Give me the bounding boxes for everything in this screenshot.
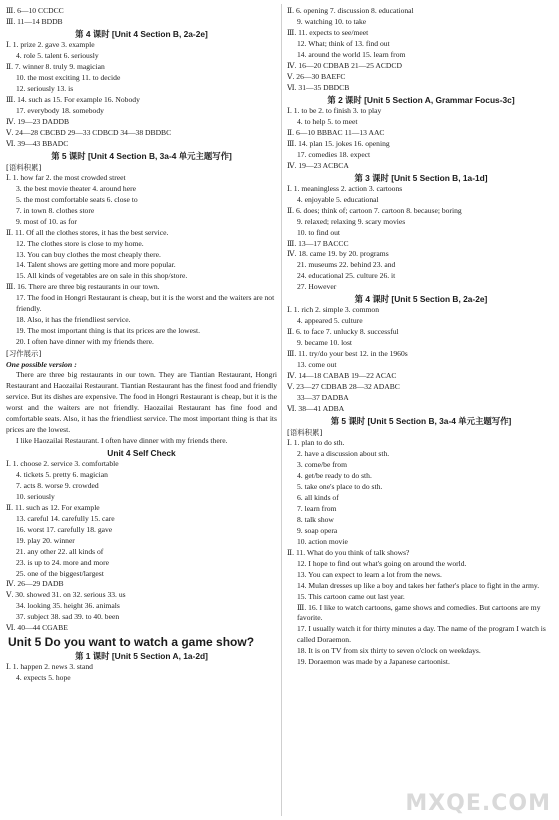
- answer-line: 19. play 20. winner: [16, 535, 75, 545]
- answer-line: Ⅲ. 16. There are three big restaurants in our town.: [6, 282, 160, 292]
- answer-line: 21. any other 22. all kinds of: [16, 546, 104, 556]
- answer-line: 16. worst 17. carefully 18. gave: [16, 524, 113, 534]
- answer-line: 4. enjoyable 5. educational: [297, 194, 379, 204]
- answer-line: 10. seriously: [16, 491, 55, 501]
- lesson-heading: 第 4 课时 [Unit 5 Section B, 2a-2e]: [354, 294, 488, 305]
- answer-line: 4. get/be ready to do sth.: [297, 471, 372, 481]
- lesson-heading: 第 5 课时 [Unit 4 Section B, 3a-4 单元主题写作]: [51, 150, 232, 161]
- watermark-logo: [405, 770, 553, 816]
- answer-line: 2. have a discussion about sth.: [297, 449, 390, 459]
- answer-line: 25. one of the biggest/largest: [16, 568, 104, 578]
- answer-line: 17. I usually watch it for thirty minutes a day. The name of the program I watch is called Doraemon.: [297, 624, 546, 645]
- answer-line: 34. looking 35. height 36. animals: [16, 601, 120, 611]
- answer-line: 17. comedies 18. expect: [297, 149, 371, 159]
- answer-line: 13. come out: [297, 360, 337, 370]
- answer-line: 19. Doraemon was made by a Japanese cartoonist.: [297, 657, 450, 667]
- answer-line: Ⅲ. 11—14 BDDB: [6, 16, 63, 26]
- answer-line: Ⅳ. 14—18 CABAB 19—22 ACAC: [287, 371, 397, 381]
- section-label: [语料积累]: [6, 162, 42, 172]
- column-divider: [281, 4, 282, 816]
- answer-line: 13. You can expect to learn a lot from the news.: [297, 569, 442, 579]
- answer-line: Ⅵ. 31—35 DBDCB: [287, 82, 350, 92]
- answer-line: Ⅲ. 16. I like to watch cartoons, game shows and comedies. But cartoons are my favorite.: [297, 602, 541, 623]
- answer-line: Ⅳ. 19—23 DADDB: [6, 116, 70, 126]
- answer-line: 4. tickets 5. pretty 6. magician: [16, 469, 108, 479]
- answer-line: Ⅰ. 1. how far 2. the most crowded street: [6, 172, 126, 182]
- left-column: [6, 6, 277, 684]
- answer-line: Ⅲ. 11. try/do your best 12. in the 1960s: [287, 349, 408, 359]
- answer-line: 21. museums 22. behind 23. and: [297, 260, 396, 270]
- answer-line: Ⅴ. 24—28 CBCBD 29—33 CDBCD 34—38 DBDBC: [6, 127, 172, 137]
- lesson-heading: Unit 4 Self Check: [107, 447, 176, 458]
- answer-line: 12. The clothes store is close to my home.: [16, 238, 144, 248]
- answer-line: Ⅰ. 1. prize 2. gave 3. example: [6, 40, 95, 50]
- answer-line: Ⅲ. 14. such as 15. For example 16. Nobody: [6, 94, 140, 104]
- answer-line: 7. learn from: [297, 503, 337, 513]
- answer-line: Ⅰ. 1. to be 2. to finish 3. to play: [287, 105, 382, 115]
- answer-line: Ⅰ. 1. meaningless 2. action 3. cartoons: [287, 183, 403, 193]
- answer-line: Ⅳ. 16—20 CDBAB 21—25 ACDCD: [287, 60, 402, 70]
- answer-line: Ⅵ. 38—41 ADBA: [287, 404, 345, 414]
- answer-line: 12. seriously 13. is: [16, 83, 74, 93]
- answer-line: 15. This cartoon came out last year.: [297, 591, 405, 601]
- answer-line: Ⅱ. 6. opening 7. discussion 8. educational: [287, 6, 414, 15]
- answer-line: Ⅳ. 19—23 ACBCA: [287, 160, 349, 170]
- answer-line: 4. appeared 5. culture: [297, 316, 363, 326]
- answer-line: 10. the most exciting 11. to decide: [16, 72, 121, 82]
- answer-line: 7. in town 8. clothes store: [16, 205, 95, 215]
- answer-line: 18. Also, it has the friendliest service.: [16, 315, 131, 325]
- answer-line: Ⅱ. 11. What do you think of talk shows?: [287, 547, 410, 557]
- answer-line: 24. educational 25. culture 26. it: [297, 271, 396, 281]
- lesson-heading: 第 4 课时 [Unit 4 Section B, 2a-2e]: [75, 28, 208, 39]
- answer-line: 5. the most comfortable seats 6. close to: [16, 194, 138, 204]
- answer-line: Ⅲ. 14. plan 15. jokes 16. opening: [287, 138, 390, 148]
- answer-line: 14. Talent shows are getting more and more popular.: [16, 260, 176, 270]
- answer-line: 4. role 5. talent 6. seriously: [16, 51, 99, 61]
- answer-line: 4. expects 5. hope: [16, 673, 71, 683]
- answer-line: Ⅲ. 11. expects to see/meet: [287, 27, 369, 37]
- answer-line: 17. The food in Hongri Restaurant is cheap, but it is the worst and the waiters are not friendly.: [16, 293, 275, 314]
- answer-line: 9. watching 10. to take: [297, 16, 367, 26]
- answer-line: 27. However: [297, 282, 337, 292]
- answer-line: 20. I often have dinner with my friends there.: [16, 337, 154, 347]
- answer-line: Ⅳ. 18. came 19. by 20. programs: [287, 249, 389, 259]
- answer-line: Ⅵ. 39—43 BBADC: [6, 138, 69, 148]
- answer-line: Ⅴ. 26—30 BAEFC: [287, 71, 346, 81]
- answer-line: 23. is up to 24. more and more: [16, 557, 110, 567]
- answer-line: 7. acts 8. worse 9. crowded: [16, 480, 99, 490]
- answer-line: 6. all kinds of: [297, 492, 339, 502]
- answer-line: 3. come/be from: [297, 460, 347, 470]
- answer-line: Ⅱ. 11. Of all the clothes stores, it has the best service.: [6, 227, 169, 237]
- answer-line: 12. I hope to find out what's going on around the world.: [297, 558, 467, 568]
- answer-line: Ⅰ. 1. choose 2. service 3. comfortable: [6, 458, 119, 468]
- answer-line: 5. take one's place to do sth.: [297, 482, 383, 492]
- answer-line: 18. It is on TV from six thirty to seven o'clock on weekdays.: [297, 646, 481, 656]
- unit-title: Unit 5 Do you want to watch a game show?: [8, 635, 255, 650]
- answer-line: Ⅱ. 11. such as 12. For example: [6, 502, 100, 512]
- essay-paragraph: There are three big restaurants in our town. They are Tiantian Restaurant, Hongri Restaurant and Haozailai Restaurant. Tiantian Restaurant has the finest food and friendly service. But its dishes are expensive. The food in Hongri Restaurant is cheap, but it is the worst and the waiters are not friendly. Haozailai Restaurant has fine food and comfortable seats. Also, it has the friendliest service. The most important thing is that its prices are the lowest.: [6, 370, 277, 434]
- answer-line: 9. soap opera: [297, 525, 338, 535]
- answer-line: 4. to help 5. to meet: [297, 116, 358, 126]
- answer-line: 10. to find out: [297, 227, 341, 237]
- answer-line: 13. careful 14. carefully 15. care: [16, 513, 115, 523]
- answer-line: 9. most of 10. as for: [16, 216, 77, 226]
- answer-line: 12. What; think of 13. find out: [297, 38, 390, 48]
- answer-line: Ⅱ. 7. winner 8. truly 9. magician: [6, 62, 105, 72]
- answer-line: 9. relaxed; relaxing 9. scary movies: [297, 216, 406, 226]
- lesson-heading: 第 5 课时 [Unit 5 Section B, 3a-4 单元主题写作]: [330, 416, 512, 427]
- answer-line: 14. Mulan dresses up like a boy and takes her father's place to fight in the army.: [297, 580, 540, 590]
- answer-line: Ⅴ. 23—27 CDBAB 28—32 ADABC: [287, 382, 400, 392]
- answer-line: Ⅱ. 6. to face 7. unlucky 8. successful: [287, 327, 399, 337]
- essay-paragraph: I like Haozailai Restaurant. I often have dinner with my friends there.: [16, 435, 228, 445]
- answer-line: Ⅲ. 13—17 BACCC: [287, 238, 349, 248]
- right-column: [287, 6, 555, 668]
- sample-label: One possible version :: [6, 360, 77, 370]
- answer-line: Ⅱ. 6—10 BBBAC 11—13 AAC: [287, 127, 385, 137]
- answer-line: 37. subject 38. sad 39. to 40. been: [16, 612, 120, 622]
- answer-line: 15. All kinds of vegetables are on sale in this shop/store.: [16, 271, 188, 281]
- answer-line: Ⅰ. 1. happen 2. news 3. stand: [6, 662, 93, 672]
- answer-line: Ⅰ. 1. plan to do sth.: [287, 438, 345, 448]
- answer-line: 14. around the world 15. learn from: [297, 49, 406, 59]
- answer-line: 33—37 DADBA: [297, 393, 349, 403]
- answer-line: Ⅵ. 40—44 CGABE: [6, 623, 68, 633]
- answer-line: 9. became 10. lost: [297, 338, 353, 348]
- answer-line: 8. talk show: [297, 514, 334, 524]
- answer-line: 3. the best movie theater 4. around here: [16, 183, 136, 193]
- answer-line: Ⅲ. 6—10 CCDCC: [6, 6, 64, 15]
- lesson-heading: 第 3 课时 [Unit 5 Section B, 1a-1d]: [354, 172, 488, 183]
- watermark-text: MXQE.COM: [405, 791, 551, 816]
- lesson-heading: 第 2 课时 [Unit 5 Section A, Grammar Focus-3c]: [327, 94, 515, 105]
- answer-line: Ⅰ. 1. rich 2. simple 3. common: [287, 305, 380, 315]
- answer-line: Ⅳ. 26—29 DADB: [6, 579, 64, 589]
- answer-line: Ⅱ. 6. does; think of; cartoon 7. cartoon 8. because; boring: [287, 205, 462, 215]
- answer-line: 10. action movie: [297, 536, 348, 546]
- section-label: [语料积累]: [287, 428, 323, 438]
- answer-line: 17. everybody 18. somebody: [16, 105, 104, 115]
- answer-line: 13. You can buy clothes the most cheaply there.: [16, 249, 161, 259]
- section-label: [习作展示]: [6, 349, 42, 359]
- answer-line: 19. The most important thing is that its prices are the lowest.: [16, 326, 200, 336]
- answer-line: Ⅴ. 30. showed 31. on 32. serious 33. us: [6, 590, 126, 600]
- lesson-heading: 第 1 课时 [Unit 5 Section A, 1a-2d]: [75, 651, 208, 662]
